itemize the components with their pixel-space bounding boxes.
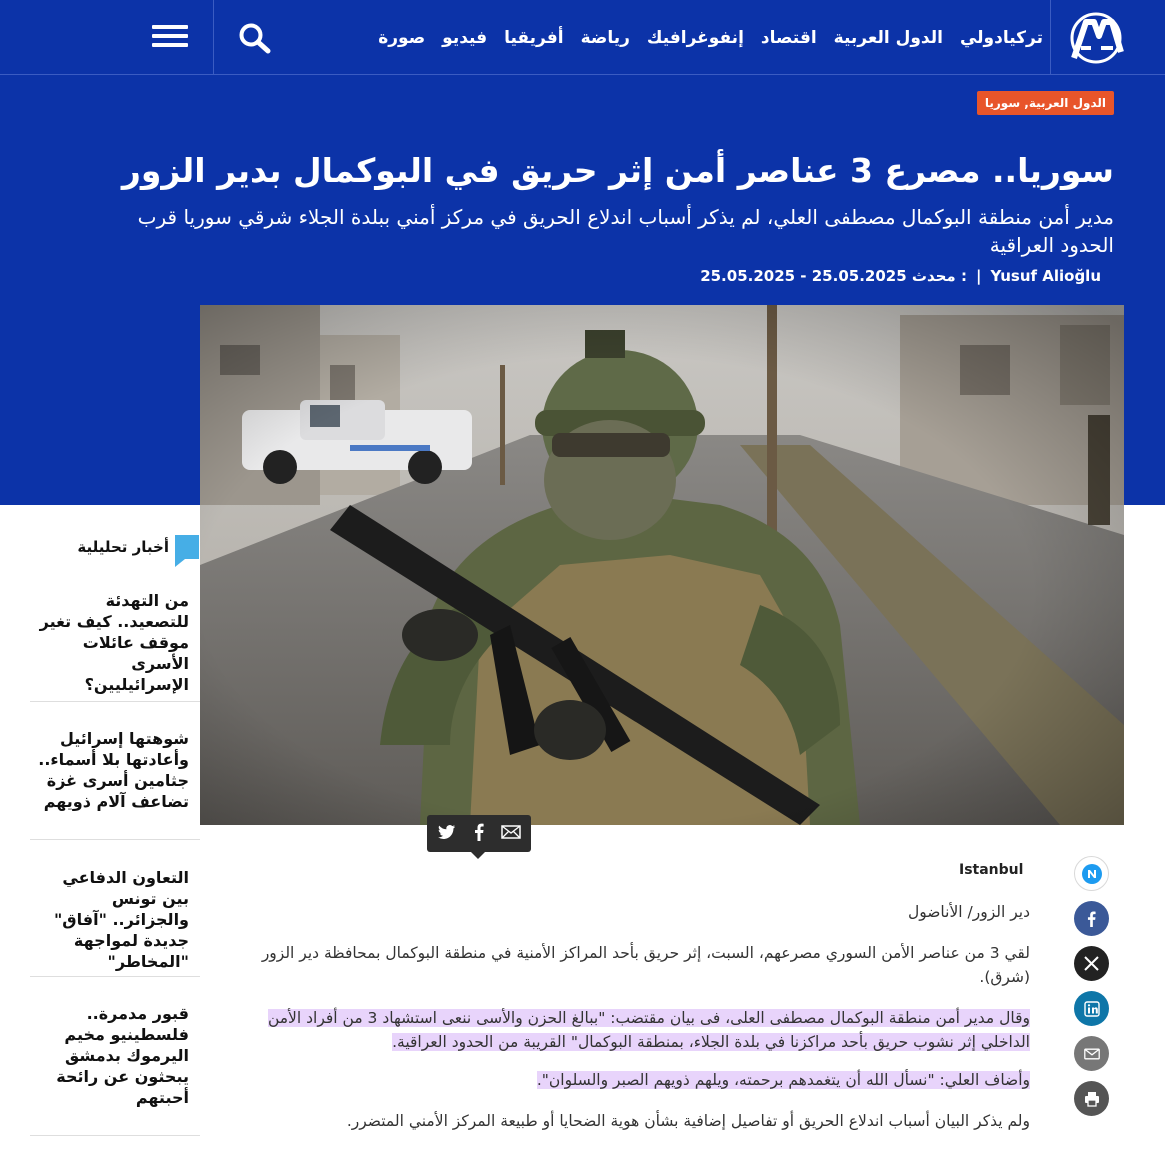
search-button[interactable] [215, 0, 293, 75]
nav-link-arab-countries[interactable]: الدول العربية [833, 27, 943, 48]
linkedin-icon[interactable] [1074, 991, 1109, 1026]
twitter-icon[interactable] [434, 824, 460, 844]
author-name[interactable]: Yusuf Alioğlu [990, 267, 1101, 285]
sidebar-news-item[interactable]: من التهدئة للتصعيد.. كيف تغير موقف عائلات الأسرى الإسرائيليين؟ [30, 578, 200, 702]
article-subtitle: مدير أمن منطقة البوكمال مصطفى العلي، لم يذكر أسباب اندلاع الحريق في مركز أمني ببلدة الجلاء شرقي سوريا قرب الحدود العراقية [137, 205, 1114, 257]
sidebar-title: أخبار تحليلية [77, 538, 169, 556]
hamburger-menu-icon [152, 25, 188, 29]
article-paragraph: ولم يذكر البيان أسباب اندلاع الحريق أو تفاصيل إضافية بشأن هوية الضحايا أو طبيعة المركز الأمني المتضرر. [346, 1112, 1030, 1130]
sidebar-flag-icon [175, 535, 199, 559]
aa-logo[interactable] [1050, 0, 1165, 75]
sidebar-news-item[interactable]: قبور مدمرة.. فلسطينيو مخيم اليرموك بدمشق يبحثون عن رائحة أحبتهم [30, 977, 200, 1136]
social-share-bar [1074, 856, 1110, 1126]
print-icon[interactable] [1074, 1081, 1109, 1116]
nav-link-africa[interactable]: أفريقيا [504, 27, 564, 48]
article-body [250, 900, 1030, 1146]
nav-link-video[interactable]: فيديو [442, 27, 488, 48]
article-paragraph [250, 1006, 1030, 1054]
search-icon [238, 22, 272, 54]
nav-link-infographic[interactable]: إنفوغرافيك [646, 27, 744, 48]
hero-image [200, 305, 1124, 825]
email-icon[interactable] [498, 824, 524, 843]
nav-links [361, 0, 1043, 75]
aa-logo-icon [1068, 12, 1124, 64]
share-popup [427, 815, 531, 852]
nsosyal-icon[interactable] [1074, 856, 1109, 891]
facebook-icon[interactable] [466, 823, 492, 845]
top-navbar [0, 0, 1165, 75]
nav-link-economy[interactable]: اقتصاد [760, 27, 817, 48]
sidebar-news-item[interactable]: شوهتها إسرائيل وأعادتها بلا أسماء.. جثامين أسرى غزة تضاعف آلام ذويهم [30, 702, 200, 840]
nav-link-turkey[interactable]: تركيا [1002, 27, 1043, 48]
article-paragraph: دير الزور/ الأناضول [907, 903, 1030, 921]
highlighted-text: وأضاف العلي: "نسأل الله أن يتغمدهم برحمته، ويلهم ذويهم الصبر والسلوان". [536, 1071, 1030, 1089]
nav-link-photo[interactable]: صورة [378, 27, 426, 48]
menu-button[interactable] [130, 0, 214, 75]
sidebar-news-item[interactable]: التعاون الدفاعي بين تونس والجزائر.. "آفاق" جديدة لمواجهة "المخاطر" [30, 840, 200, 977]
publish-date: 25.05.2025 - 25.05.2025 محدث : [700, 267, 967, 285]
nav-link-sports[interactable]: رياضة [580, 27, 630, 48]
highlighted-text: وقال مدير أمن منطقة البوكمال مصطفى العلى، فى بيان مقتضب: "ببالغ الحزن والأسى ننعى استشهاد 3 من أفراد الأمن الداخلي إثر نشوب حريق بأحد مراكزنا في بلدة الجلاء، بمنطقة البوكمال" القريبة من الحدود العراقية. [267, 1009, 1030, 1051]
byline-separator: | [975, 267, 982, 285]
byline [700, 267, 1101, 285]
article-paragraph [250, 1068, 1030, 1092]
dateline-location: Istanbul [959, 862, 1024, 878]
article-headline: سوريا.. مصرع 3 عناصر أمن إثر حريق في البوكمال بدير الزور [121, 151, 1114, 190]
x-icon[interactable] [1074, 946, 1109, 981]
sidebar-news-list [30, 578, 200, 1136]
nav-link-world[interactable]: دولي [959, 27, 1003, 48]
facebook-icon[interactable] [1074, 901, 1109, 936]
article-paragraph: لقي 3 من عناصر الأمن السوري مصرعهم، السبت، إثر حريق بأحد المراكز الأمنية في منطقة البوكمال بمحافظة دير الزور (شرق). [261, 944, 1030, 986]
email-icon[interactable] [1074, 1036, 1109, 1071]
category-tag[interactable]: الدول العربية, سوريا [977, 91, 1114, 115]
